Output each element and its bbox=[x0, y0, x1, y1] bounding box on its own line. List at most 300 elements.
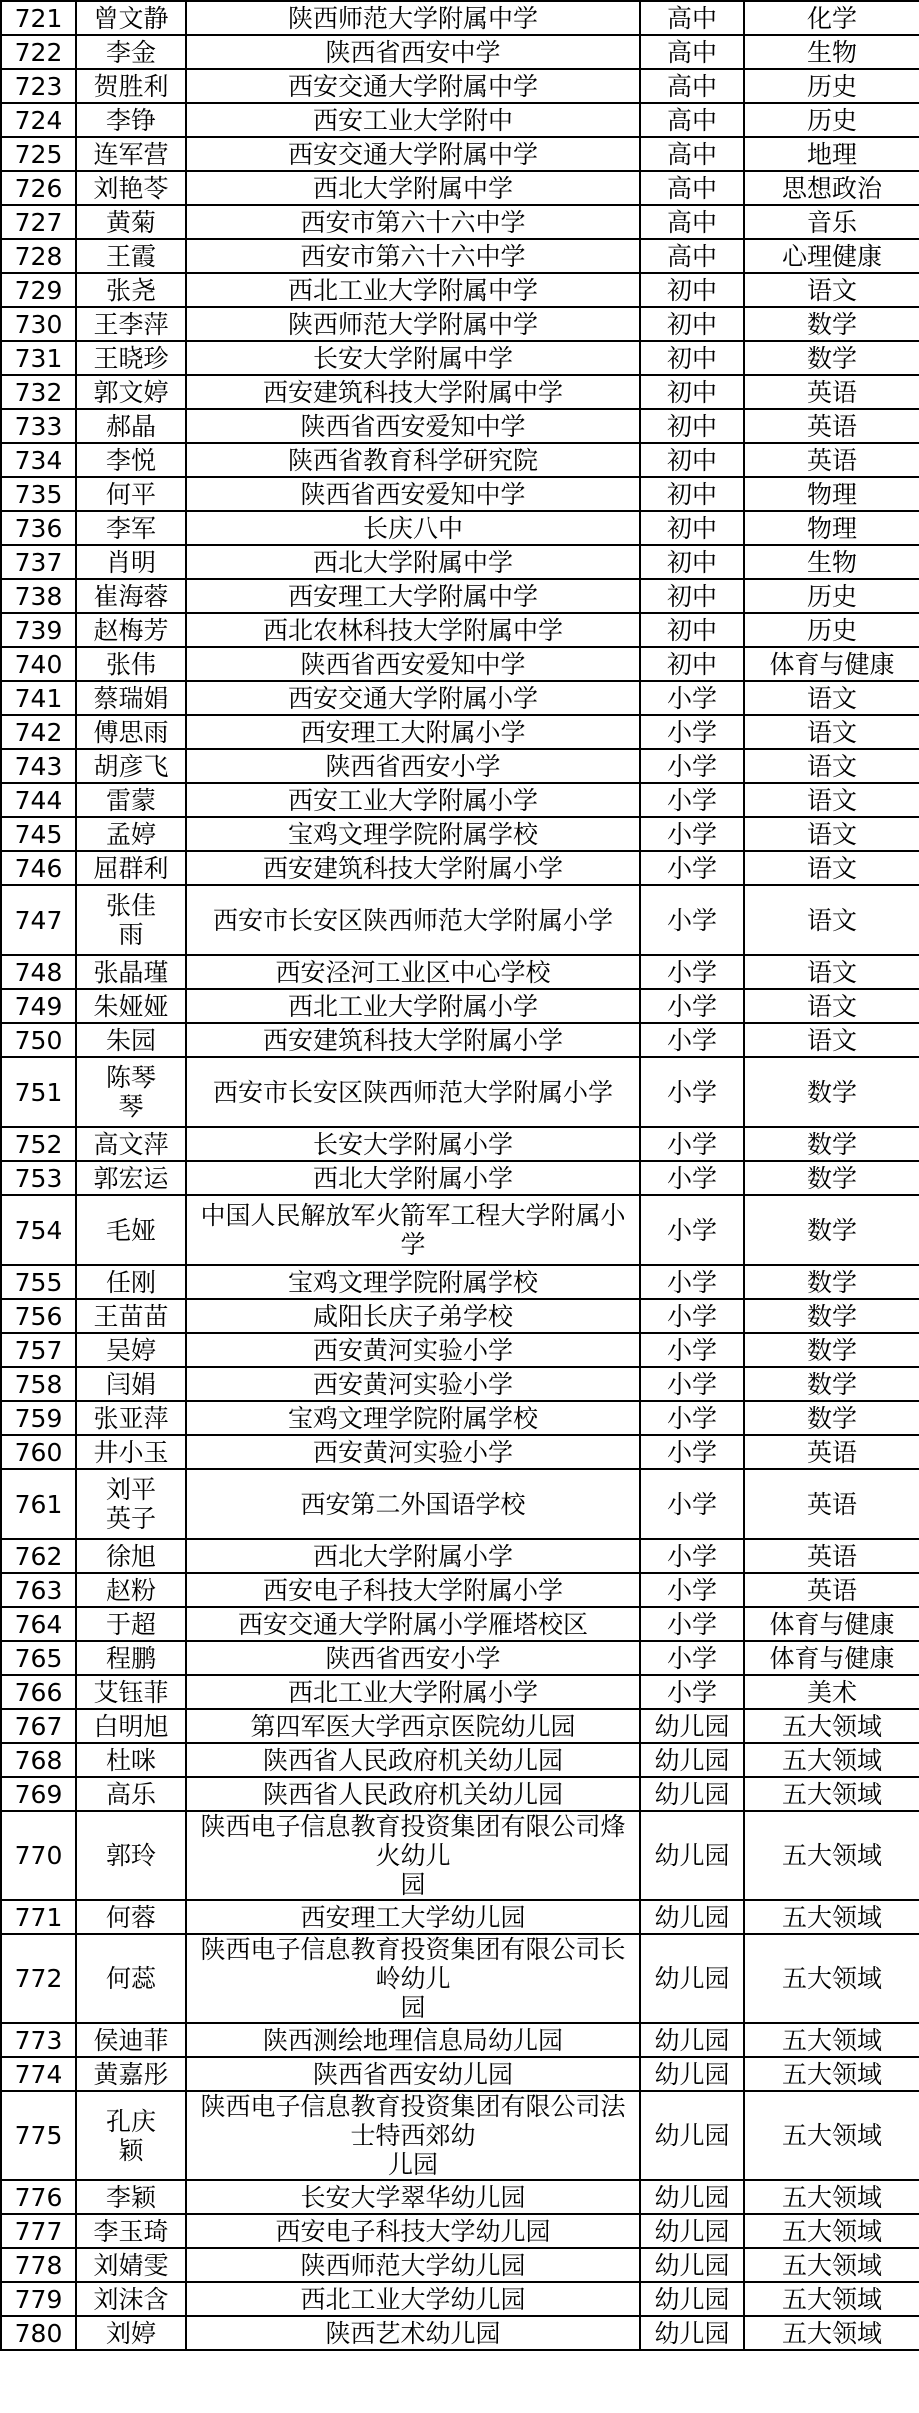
school-level-cell: 小学 bbox=[640, 1607, 744, 1641]
table-row bbox=[1, 137, 919, 171]
subject-cell: 体育与健康 bbox=[744, 647, 919, 681]
school-level-cell: 幼儿园 bbox=[640, 2282, 744, 2316]
table-row bbox=[1, 2023, 919, 2057]
school-level-cell: 小学 bbox=[640, 851, 744, 885]
school-level-cell: 幼儿园 bbox=[640, 2214, 744, 2248]
school-name-cell: 陕西省教育科学研究院 bbox=[186, 443, 640, 477]
table-row bbox=[1, 2214, 919, 2248]
teacher-name-cell: 屈群利 bbox=[76, 851, 186, 885]
subject-cell: 语文 bbox=[744, 715, 919, 749]
row-number-cell: 762 bbox=[1, 1539, 76, 1573]
school-name-cell: 西北工业大学附属小学 bbox=[186, 989, 640, 1023]
row-number-cell: 773 bbox=[1, 2023, 76, 2057]
table-row bbox=[1, 1299, 919, 1333]
table-row bbox=[1, 851, 919, 885]
row-number-cell: 735 bbox=[1, 477, 76, 511]
school-level-cell: 小学 bbox=[640, 1367, 744, 1401]
school-level-cell: 小学 bbox=[640, 749, 744, 783]
school-level-cell: 初中 bbox=[640, 647, 744, 681]
school-level-cell: 幼儿园 bbox=[640, 1811, 744, 1900]
school-level-cell: 幼儿园 bbox=[640, 2091, 744, 2180]
row-number-cell: 733 bbox=[1, 409, 76, 443]
school-level-cell: 小学 bbox=[640, 1435, 744, 1469]
school-name-cell: 西安交通大学附属小学雁塔校区 bbox=[186, 1607, 640, 1641]
teacher-name-cell: 胡彦飞 bbox=[76, 749, 186, 783]
teacher-name-cell: 王李萍 bbox=[76, 307, 186, 341]
row-number-cell: 746 bbox=[1, 851, 76, 885]
row-number-cell: 737 bbox=[1, 545, 76, 579]
table-row bbox=[1, 2091, 919, 2180]
school-level-cell: 小学 bbox=[640, 1675, 744, 1709]
teacher-name-cell: 李金 bbox=[76, 35, 186, 69]
table-row bbox=[1, 579, 919, 613]
subject-cell: 生物 bbox=[744, 35, 919, 69]
table-row bbox=[1, 307, 919, 341]
row-number-cell: 747 bbox=[1, 885, 76, 955]
table-row bbox=[1, 647, 919, 681]
table-row bbox=[1, 1, 919, 35]
subject-cell: 五大领域 bbox=[744, 1900, 919, 1934]
teacher-name-cell: 毛娅 bbox=[76, 1195, 186, 1265]
subject-cell: 思想政治 bbox=[744, 171, 919, 205]
row-number-cell: 748 bbox=[1, 955, 76, 989]
table-row bbox=[1, 1641, 919, 1675]
teacher-name-cell: 刘沫含 bbox=[76, 2282, 186, 2316]
subject-cell: 英语 bbox=[744, 409, 919, 443]
row-number-cell: 768 bbox=[1, 1743, 76, 1777]
school-level-cell: 幼儿园 bbox=[640, 1743, 744, 1777]
teacher-name-cell: 李颖 bbox=[76, 2180, 186, 2214]
school-name-cell: 宝鸡文理学院附属学校 bbox=[186, 1265, 640, 1299]
table-row bbox=[1, 885, 919, 955]
school-level-cell: 小学 bbox=[640, 1195, 744, 1265]
subject-cell: 音乐 bbox=[744, 205, 919, 239]
table-row bbox=[1, 35, 919, 69]
school-name-cell: 长安大学附属中学 bbox=[186, 341, 640, 375]
table-row bbox=[1, 103, 919, 137]
table-row bbox=[1, 2057, 919, 2091]
subject-cell: 英语 bbox=[744, 1573, 919, 1607]
table-row bbox=[1, 715, 919, 749]
subject-cell: 英语 bbox=[744, 443, 919, 477]
school-name-cell: 长安大学翠华幼儿园 bbox=[186, 2180, 640, 2214]
subject-cell: 英语 bbox=[744, 1469, 919, 1539]
school-level-cell: 幼儿园 bbox=[640, 2316, 744, 2350]
row-number-cell: 777 bbox=[1, 2214, 76, 2248]
school-name-cell: 陕西电子信息教育投资集团有限公司长岭幼儿 园 bbox=[186, 1934, 640, 2023]
row-number-cell: 739 bbox=[1, 613, 76, 647]
table-row bbox=[1, 2180, 919, 2214]
school-level-cell: 初中 bbox=[640, 545, 744, 579]
school-name-cell: 西北大学附属中学 bbox=[186, 171, 640, 205]
school-name-cell: 西安工业大学附属小学 bbox=[186, 783, 640, 817]
school-name-cell: 咸阳长庆子弟学校 bbox=[186, 1299, 640, 1333]
school-name-cell: 西北大学附属小学 bbox=[186, 1539, 640, 1573]
subject-cell: 语文 bbox=[744, 851, 919, 885]
subject-cell: 心理健康 bbox=[744, 239, 919, 273]
row-number-cell: 754 bbox=[1, 1195, 76, 1265]
teacher-name-cell: 郭文婷 bbox=[76, 375, 186, 409]
teacher-name-cell: 郭宏运 bbox=[76, 1161, 186, 1195]
subject-cell: 生物 bbox=[744, 545, 919, 579]
school-name-cell: 陕西省西安爱知中学 bbox=[186, 477, 640, 511]
subject-cell: 五大领域 bbox=[744, 2214, 919, 2248]
row-number-cell: 779 bbox=[1, 2282, 76, 2316]
school-level-cell: 高中 bbox=[640, 69, 744, 103]
subject-cell: 英语 bbox=[744, 1435, 919, 1469]
row-number-cell: 726 bbox=[1, 171, 76, 205]
row-number-cell: 756 bbox=[1, 1299, 76, 1333]
row-number-cell: 759 bbox=[1, 1401, 76, 1435]
subject-cell: 历史 bbox=[744, 103, 919, 137]
row-number-cell: 728 bbox=[1, 239, 76, 273]
school-level-cell: 小学 bbox=[640, 885, 744, 955]
teacher-name-cell: 王晓珍 bbox=[76, 341, 186, 375]
table-row bbox=[1, 1367, 919, 1401]
table-row bbox=[1, 2282, 919, 2316]
teacher-name-cell: 肖明 bbox=[76, 545, 186, 579]
school-level-cell: 初中 bbox=[640, 579, 744, 613]
teacher-name-cell: 刘婧雯 bbox=[76, 2248, 186, 2282]
school-name-cell: 西安黄河实验小学 bbox=[186, 1333, 640, 1367]
school-level-cell: 小学 bbox=[640, 1573, 744, 1607]
subject-cell: 五大领域 bbox=[744, 1777, 919, 1811]
school-level-cell: 小学 bbox=[640, 989, 744, 1023]
table-row bbox=[1, 545, 919, 579]
school-name-cell: 第四军医大学西京医院幼儿园 bbox=[186, 1709, 640, 1743]
teacher-name-cell: 井小玉 bbox=[76, 1435, 186, 1469]
subject-cell: 物理 bbox=[744, 511, 919, 545]
school-level-cell: 高中 bbox=[640, 239, 744, 273]
school-level-cell: 初中 bbox=[640, 613, 744, 647]
subject-cell: 数学 bbox=[744, 1127, 919, 1161]
table-row bbox=[1, 239, 919, 273]
school-name-cell: 西安电子科技大学附属小学 bbox=[186, 1573, 640, 1607]
school-name-cell: 陕西电子信息教育投资集团有限公司烽火幼儿 园 bbox=[186, 1811, 640, 1900]
school-name-cell: 西安黄河实验小学 bbox=[186, 1435, 640, 1469]
school-name-cell: 陕西师范大学附属中学 bbox=[186, 307, 640, 341]
table-row bbox=[1, 1573, 919, 1607]
subject-cell: 数学 bbox=[744, 341, 919, 375]
school-level-cell: 小学 bbox=[640, 955, 744, 989]
table-row bbox=[1, 1743, 919, 1777]
table-row bbox=[1, 681, 919, 715]
teacher-name-cell: 陈琴 琴 bbox=[76, 1057, 186, 1127]
school-name-cell: 西北工业大学附属中学 bbox=[186, 273, 640, 307]
teacher-name-cell: 张伟 bbox=[76, 647, 186, 681]
table-row bbox=[1, 69, 919, 103]
table-row bbox=[1, 375, 919, 409]
teacher-name-cell: 张尧 bbox=[76, 273, 186, 307]
school-name-cell: 陕西省西安爱知中学 bbox=[186, 647, 640, 681]
teacher-name-cell: 李悦 bbox=[76, 443, 186, 477]
school-name-cell: 西安第二外国语学校 bbox=[186, 1469, 640, 1539]
row-number-cell: 724 bbox=[1, 103, 76, 137]
subject-cell: 语文 bbox=[744, 749, 919, 783]
row-number-cell: 752 bbox=[1, 1127, 76, 1161]
teacher-name-cell: 何蕊 bbox=[76, 1934, 186, 2023]
teacher-name-cell: 雷蒙 bbox=[76, 783, 186, 817]
school-name-cell: 陕西省西安小学 bbox=[186, 1641, 640, 1675]
subject-cell: 语文 bbox=[744, 273, 919, 307]
teacher-name-cell: 吴婷 bbox=[76, 1333, 186, 1367]
school-level-cell: 小学 bbox=[640, 715, 744, 749]
school-level-cell: 小学 bbox=[640, 1333, 744, 1367]
subject-cell: 数学 bbox=[744, 1161, 919, 1195]
subject-cell: 数学 bbox=[744, 1333, 919, 1367]
teacher-name-cell: 黄嘉彤 bbox=[76, 2057, 186, 2091]
row-number-cell: 776 bbox=[1, 2180, 76, 2214]
subject-cell: 数学 bbox=[744, 1265, 919, 1299]
school-level-cell: 初中 bbox=[640, 477, 744, 511]
row-number-cell: 778 bbox=[1, 2248, 76, 2282]
teacher-name-cell: 何蓉 bbox=[76, 1900, 186, 1934]
school-level-cell: 高中 bbox=[640, 103, 744, 137]
subject-cell: 语文 bbox=[744, 1023, 919, 1057]
table-row bbox=[1, 1539, 919, 1573]
row-number-cell: 738 bbox=[1, 579, 76, 613]
subject-cell: 五大领域 bbox=[744, 2282, 919, 2316]
subject-cell: 五大领域 bbox=[744, 2316, 919, 2350]
school-name-cell: 陕西电子信息教育投资集团有限公司法士特西郊幼 儿园 bbox=[186, 2091, 640, 2180]
school-name-cell: 陕西省人民政府机关幼儿园 bbox=[186, 1777, 640, 1811]
row-number-cell: 775 bbox=[1, 2091, 76, 2180]
table-row bbox=[1, 1161, 919, 1195]
subject-cell: 数学 bbox=[744, 307, 919, 341]
table-row bbox=[1, 1900, 919, 1934]
row-number-cell: 780 bbox=[1, 2316, 76, 2350]
subject-cell: 历史 bbox=[744, 69, 919, 103]
school-level-cell: 幼儿园 bbox=[640, 1900, 744, 1934]
school-level-cell: 初中 bbox=[640, 409, 744, 443]
teacher-name-cell: 李军 bbox=[76, 511, 186, 545]
school-level-cell: 初中 bbox=[640, 375, 744, 409]
row-number-cell: 745 bbox=[1, 817, 76, 851]
teacher-name-cell: 侯迪菲 bbox=[76, 2023, 186, 2057]
table-row bbox=[1, 1934, 919, 2023]
table-row bbox=[1, 783, 919, 817]
school-level-cell: 小学 bbox=[640, 1299, 744, 1333]
school-name-cell: 西安工业大学附中 bbox=[186, 103, 640, 137]
row-number-cell: 732 bbox=[1, 375, 76, 409]
school-level-cell: 初中 bbox=[640, 443, 744, 477]
school-name-cell: 陕西省西安中学 bbox=[186, 35, 640, 69]
school-name-cell: 西安建筑科技大学附属小学 bbox=[186, 1023, 640, 1057]
row-number-cell: 749 bbox=[1, 989, 76, 1023]
school-level-cell: 小学 bbox=[640, 1401, 744, 1435]
table-row bbox=[1, 409, 919, 443]
school-level-cell: 高中 bbox=[640, 1, 744, 35]
subject-cell: 英语 bbox=[744, 1539, 919, 1573]
school-level-cell: 幼儿园 bbox=[640, 1709, 744, 1743]
teacher-name-cell: 朱园 bbox=[76, 1023, 186, 1057]
table-row bbox=[1, 341, 919, 375]
teacher-name-cell: 蔡瑞娟 bbox=[76, 681, 186, 715]
school-name-cell: 西安交通大学附属小学 bbox=[186, 681, 640, 715]
teacher-name-cell: 任刚 bbox=[76, 1265, 186, 1299]
row-number-cell: 774 bbox=[1, 2057, 76, 2091]
school-level-cell: 幼儿园 bbox=[640, 1934, 744, 2023]
row-number-cell: 727 bbox=[1, 205, 76, 239]
teacher-name-cell: 刘婷 bbox=[76, 2316, 186, 2350]
school-level-cell: 幼儿园 bbox=[640, 2248, 744, 2282]
subject-cell: 数学 bbox=[744, 1367, 919, 1401]
subject-cell: 历史 bbox=[744, 579, 919, 613]
school-level-cell: 小学 bbox=[640, 783, 744, 817]
school-name-cell: 西安黄河实验小学 bbox=[186, 1367, 640, 1401]
school-level-cell: 初中 bbox=[640, 307, 744, 341]
row-number-cell: 766 bbox=[1, 1675, 76, 1709]
subject-cell: 语文 bbox=[744, 955, 919, 989]
row-number-cell: 767 bbox=[1, 1709, 76, 1743]
table-row bbox=[1, 1023, 919, 1057]
teacher-name-cell: 张佳 雨 bbox=[76, 885, 186, 955]
subject-cell: 五大领域 bbox=[744, 2248, 919, 2282]
teacher-name-cell: 王苗苗 bbox=[76, 1299, 186, 1333]
school-name-cell: 西安市第六十六中学 bbox=[186, 205, 640, 239]
school-level-cell: 高中 bbox=[640, 205, 744, 239]
subject-cell: 五大领域 bbox=[744, 1709, 919, 1743]
school-name-cell: 西安理工大学附属中学 bbox=[186, 579, 640, 613]
row-number-cell: 731 bbox=[1, 341, 76, 375]
school-level-cell: 小学 bbox=[640, 1127, 744, 1161]
table-row bbox=[1, 817, 919, 851]
school-level-cell: 小学 bbox=[640, 1057, 744, 1127]
subject-cell: 五大领域 bbox=[744, 2023, 919, 2057]
row-number-cell: 741 bbox=[1, 681, 76, 715]
table-row bbox=[1, 1607, 919, 1641]
subject-cell: 五大领域 bbox=[744, 1811, 919, 1900]
table-row bbox=[1, 613, 919, 647]
row-number-cell: 765 bbox=[1, 1641, 76, 1675]
subject-cell: 五大领域 bbox=[744, 2057, 919, 2091]
school-level-cell: 幼儿园 bbox=[640, 2180, 744, 2214]
school-level-cell: 初中 bbox=[640, 511, 744, 545]
row-number-cell: 769 bbox=[1, 1777, 76, 1811]
teacher-name-cell: 赵粉 bbox=[76, 1573, 186, 1607]
school-name-cell: 西安理工大附属小学 bbox=[186, 715, 640, 749]
row-number-cell: 760 bbox=[1, 1435, 76, 1469]
subject-cell: 数学 bbox=[744, 1195, 919, 1265]
school-name-cell: 长庆八中 bbox=[186, 511, 640, 545]
school-level-cell: 幼儿园 bbox=[640, 2057, 744, 2091]
school-name-cell: 长安大学附属小学 bbox=[186, 1127, 640, 1161]
school-level-cell: 高中 bbox=[640, 171, 744, 205]
row-number-cell: 722 bbox=[1, 35, 76, 69]
school-name-cell: 中国人民解放军火箭军工程大学附属小学 bbox=[186, 1195, 640, 1265]
table-row bbox=[1, 1469, 919, 1539]
row-number-cell: 730 bbox=[1, 307, 76, 341]
row-number-cell: 763 bbox=[1, 1573, 76, 1607]
subject-cell: 语文 bbox=[744, 817, 919, 851]
school-level-cell: 小学 bbox=[640, 1023, 744, 1057]
subject-cell: 数学 bbox=[744, 1057, 919, 1127]
table-row bbox=[1, 477, 919, 511]
table-row bbox=[1, 1333, 919, 1367]
row-number-cell: 758 bbox=[1, 1367, 76, 1401]
table-row bbox=[1, 955, 919, 989]
school-name-cell: 西安市长安区陕西师范大学附属小学 bbox=[186, 885, 640, 955]
teacher-name-cell: 孟婷 bbox=[76, 817, 186, 851]
row-number-cell: 734 bbox=[1, 443, 76, 477]
row-number-cell: 723 bbox=[1, 69, 76, 103]
row-number-cell: 757 bbox=[1, 1333, 76, 1367]
roster-body bbox=[1, 1, 919, 2350]
school-level-cell: 小学 bbox=[640, 1469, 744, 1539]
teacher-name-cell: 何平 bbox=[76, 477, 186, 511]
subject-cell: 历史 bbox=[744, 613, 919, 647]
school-name-cell: 西北大学附属小学 bbox=[186, 1161, 640, 1195]
row-number-cell: 755 bbox=[1, 1265, 76, 1299]
row-number-cell: 736 bbox=[1, 511, 76, 545]
teacher-name-cell: 于超 bbox=[76, 1607, 186, 1641]
school-name-cell: 陕西测绘地理信息局幼儿园 bbox=[186, 2023, 640, 2057]
school-name-cell: 陕西省西安爱知中学 bbox=[186, 409, 640, 443]
table-row bbox=[1, 2248, 919, 2282]
school-name-cell: 西安电子科技大学幼儿园 bbox=[186, 2214, 640, 2248]
school-name-cell: 陕西师范大学附属中学 bbox=[186, 1, 640, 35]
row-number-cell: 725 bbox=[1, 137, 76, 171]
teacher-name-cell: 王霞 bbox=[76, 239, 186, 273]
school-name-cell: 陕西艺术幼儿园 bbox=[186, 2316, 640, 2350]
table-row bbox=[1, 443, 919, 477]
teacher-name-cell: 杜咪 bbox=[76, 1743, 186, 1777]
subject-cell: 物理 bbox=[744, 477, 919, 511]
row-number-cell: 770 bbox=[1, 1811, 76, 1900]
subject-cell: 英语 bbox=[744, 375, 919, 409]
row-number-cell: 744 bbox=[1, 783, 76, 817]
school-level-cell: 高中 bbox=[640, 35, 744, 69]
teacher-name-cell: 孔庆 颖 bbox=[76, 2091, 186, 2180]
school-level-cell: 高中 bbox=[640, 137, 744, 171]
table-row bbox=[1, 1675, 919, 1709]
subject-cell: 五大领域 bbox=[744, 2091, 919, 2180]
table-row bbox=[1, 989, 919, 1023]
teacher-name-cell: 李铮 bbox=[76, 103, 186, 137]
table-row bbox=[1, 1435, 919, 1469]
school-level-cell: 初中 bbox=[640, 273, 744, 307]
school-level-cell: 小学 bbox=[640, 1161, 744, 1195]
table-row bbox=[1, 171, 919, 205]
school-name-cell: 陕西省西安幼儿园 bbox=[186, 2057, 640, 2091]
teacher-name-cell: 赵梅芳 bbox=[76, 613, 186, 647]
school-name-cell: 西安建筑科技大学附属中学 bbox=[186, 375, 640, 409]
teacher-name-cell: 朱娅娅 bbox=[76, 989, 186, 1023]
row-number-cell: 740 bbox=[1, 647, 76, 681]
table-row bbox=[1, 1811, 919, 1900]
school-name-cell: 宝鸡文理学院附属学校 bbox=[186, 817, 640, 851]
row-number-cell: 743 bbox=[1, 749, 76, 783]
school-name-cell: 西安交通大学附属中学 bbox=[186, 69, 640, 103]
subject-cell: 语文 bbox=[744, 783, 919, 817]
row-number-cell: 761 bbox=[1, 1469, 76, 1539]
school-name-cell: 西安泾河工业区中心学校 bbox=[186, 955, 640, 989]
subject-cell: 体育与健康 bbox=[744, 1641, 919, 1675]
subject-cell: 五大领域 bbox=[744, 2180, 919, 2214]
table-row bbox=[1, 511, 919, 545]
subject-cell: 美术 bbox=[744, 1675, 919, 1709]
school-name-cell: 西安市长安区陕西师范大学附属小学 bbox=[186, 1057, 640, 1127]
school-name-cell: 西北农林科技大学附属中学 bbox=[186, 613, 640, 647]
teacher-name-cell: 黄菊 bbox=[76, 205, 186, 239]
school-name-cell: 陕西省西安小学 bbox=[186, 749, 640, 783]
school-name-cell: 西安建筑科技大学附属小学 bbox=[186, 851, 640, 885]
teacher-name-cell: 郝晶 bbox=[76, 409, 186, 443]
teacher-name-cell: 曾文静 bbox=[76, 1, 186, 35]
row-number-cell: 750 bbox=[1, 1023, 76, 1057]
row-number-cell: 729 bbox=[1, 273, 76, 307]
subject-cell: 语文 bbox=[744, 681, 919, 715]
